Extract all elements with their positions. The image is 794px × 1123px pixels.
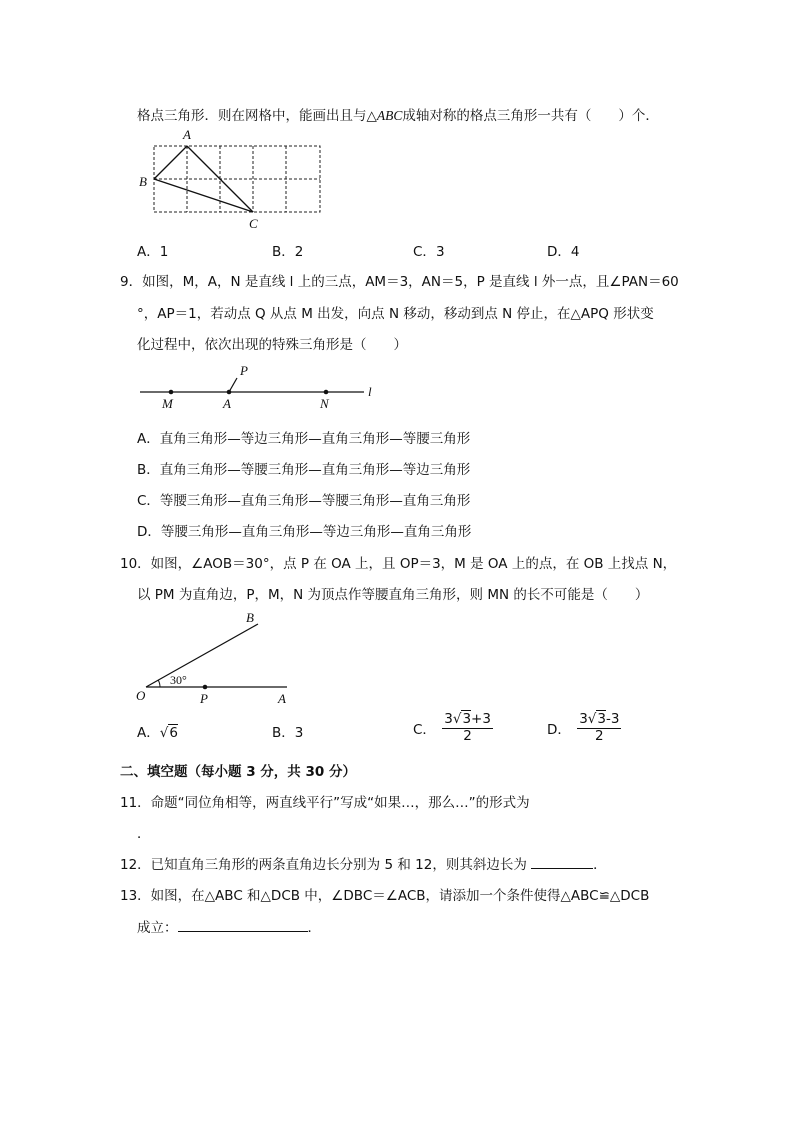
label-o: O xyxy=(136,688,146,703)
q9-stem-line1: 9．如图，M，A，N 是直线 l 上的三点，AM＝3，AN＝5，P 是直线 l 外一点，且∠PAN＝60 xyxy=(120,274,679,290)
q8-option-c: C．3 xyxy=(413,244,445,260)
label-p: P xyxy=(240,363,248,378)
q9-option-b: B．直角三角形—等腰三角形—直角三角形—等边三角形 xyxy=(137,462,471,478)
q10-angle-figure xyxy=(134,608,304,708)
q10-stem-line1: 10．如图，∠AOB＝30°，点 P 在 OA 上，且 OP＝3，M 是 OA 上的点，在 OB 上找点 N， xyxy=(120,556,677,572)
label-b: B xyxy=(139,174,147,189)
q10-option-c: C． $\frac{3√3+3}{2}$ xyxy=(413,711,491,744)
q8-stem: 格点三角形．则在网格中，能画出且与△ABC成轴对称的格点三角形一共有（ ）个． xyxy=(137,108,659,124)
q8-grid-figure xyxy=(136,124,326,232)
point-m xyxy=(169,390,174,395)
q10-stem-line2: 以 PM 为直角边，P，M，N 为顶点作等腰直角三角形，则 MN 的长不可能是（ ） xyxy=(137,587,649,603)
q9-option-c: C．等腰三角形—直角三角形—等腰三角形—直角三角形 xyxy=(137,493,471,509)
triangle-side-ab xyxy=(154,146,187,179)
q8-option-a: A．1 xyxy=(137,244,169,260)
q8-option-b: B．2 xyxy=(272,244,304,260)
q11-stem-line1: 11．命题“同位角相等，两直线平行”写成“如果…，那么…”的形式为 xyxy=(120,795,530,811)
q13-stem-line2: 成立： ． xyxy=(137,920,321,936)
section-title: 二、填空题（每小题 3 分，共 30 分） xyxy=(120,764,356,780)
label-b: B xyxy=(246,610,254,625)
ray-ob xyxy=(146,624,258,687)
q12-stem: 12．已知直角三角形的两条直角边长分别为 5 和 12，则其斜边长为 ． xyxy=(120,857,607,873)
q9-stem-line2: °，AP＝1，若动点 Q 从点 M 出发，向点 N 移动，移动到点 N 停止，在△APQ 形状变 xyxy=(137,306,654,322)
label-30-degrees: 30° xyxy=(170,673,187,687)
label-a: A xyxy=(183,127,191,142)
q12-answer-blank[interactable] xyxy=(531,856,593,869)
angle-arc xyxy=(158,680,160,687)
q9-line-figure xyxy=(136,362,386,412)
label-c: C xyxy=(249,216,258,231)
label-a: A xyxy=(223,396,231,411)
label-n: N xyxy=(320,396,329,411)
q10-option-a: A．√6 xyxy=(137,725,178,741)
q13-stem-line1: 13．如图，在△ABC 和△DCB 中，∠DBC＝∠ACB，请添加一个条件使得△ABC≌△DCB xyxy=(120,888,650,904)
label-m: M xyxy=(162,396,173,411)
point-p xyxy=(203,685,208,690)
triangle-side-bc xyxy=(154,179,253,212)
q9-option-d: D．等腰三角形—直角三角形—等边三角形—直角三角形 xyxy=(137,524,472,540)
label-l: l xyxy=(368,384,372,399)
q11-stem-line2: ． xyxy=(137,826,151,842)
q9-stem-line3: 化过程中，依次出现的特殊三角形是（ ） xyxy=(137,337,407,353)
q10-option-d: D． $\frac{3√3-3}{2}$ xyxy=(547,711,620,744)
q10-option-b: B．3 xyxy=(272,725,304,741)
q9-option-a: A．直角三角形—等边三角形—直角三角形—等腰三角形 xyxy=(137,431,471,447)
q13-answer-blank[interactable] xyxy=(178,919,308,932)
q8-option-d: D．4 xyxy=(547,244,580,260)
segment-ap xyxy=(229,378,237,392)
point-a xyxy=(227,390,232,395)
label-p: P xyxy=(200,691,208,706)
label-a: A xyxy=(278,691,286,706)
point-n xyxy=(324,390,329,395)
